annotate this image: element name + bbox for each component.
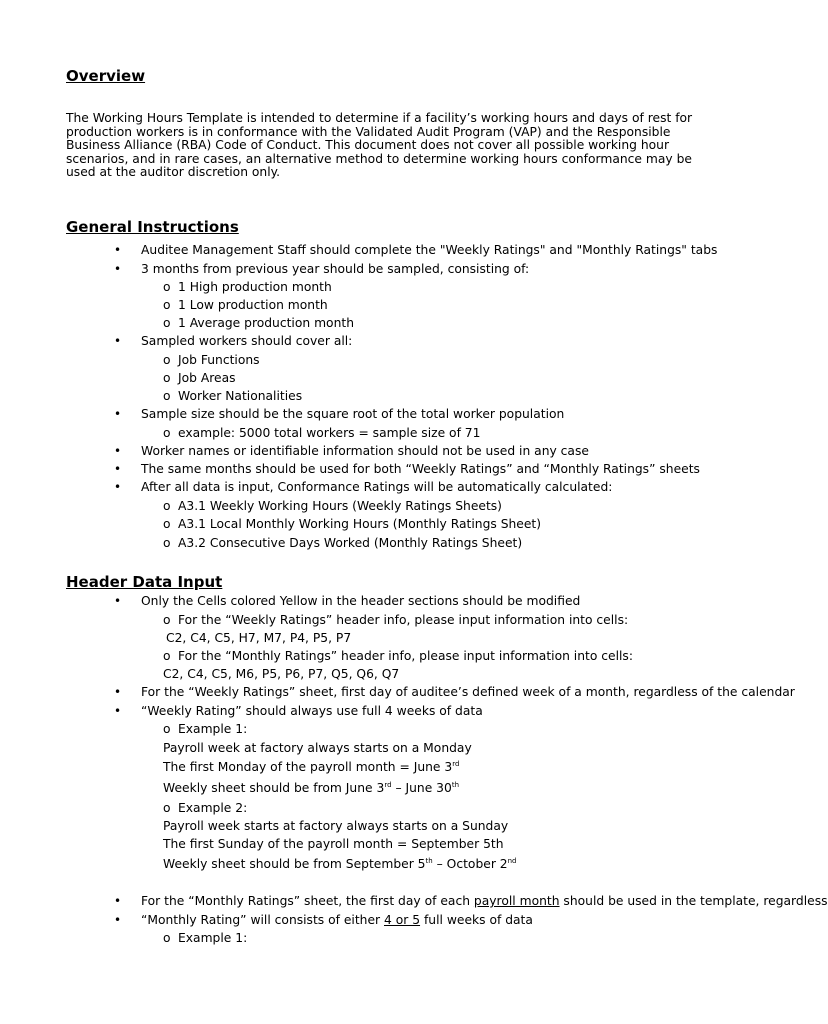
general-instructions-heading: General Instructions <box>66 218 239 236</box>
overview-heading: Overview <box>66 67 146 85</box>
sub-list-item: o Example 1: <box>178 721 247 737</box>
list-item: • After all data is input, Conformance Ratings will be automatically calculated: <box>141 479 612 495</box>
sub-list-item: o Example 2: <box>178 800 247 816</box>
example-line: Payroll week at factory always starts on a Monday <box>163 741 472 755</box>
list-item: • “Weekly Rating” should always use full 4 weeks of data <box>141 703 483 719</box>
sub-list-item: o Worker Nationalities <box>178 388 302 404</box>
list-item: • For the “Weekly Ratings” sheet, first day of auditee’s defined week of a month, regardless of the calendar <box>141 684 721 700</box>
list-item: • Only the Cells colored Yellow in the header sections should be modified <box>141 593 580 609</box>
sub-list-item: o 1 Low production month <box>178 297 328 313</box>
list-item: • Worker names or identifiable information should not be used in any case <box>141 443 589 459</box>
sub-list-item: o A3.1 Weekly Working Hours (Weekly Ratings Sheets) <box>178 498 502 514</box>
example-line: The first Sunday of the payroll month = September 5th <box>163 837 504 851</box>
sub-list-item: o A3.2 Consecutive Days Worked (Monthly Ratings Sheet) <box>178 535 522 551</box>
sub-list-item: o A3.1 Local Monthly Working Hours (Monthly Ratings Sheet) <box>178 516 541 532</box>
list-item: • 3 months from previous year should be sampled, consisting of: <box>141 261 529 277</box>
sub-list-item: o For the “Weekly Ratings” header info, please input information into cells: <box>178 612 628 628</box>
list-item: • For the “Monthly Ratings” sheet, the first day of each payroll month should be used in the template, regardless <box>141 893 721 909</box>
list-item: • Sample size should be the square root of the total worker population <box>141 406 564 422</box>
sub-list-item: o Example 1: <box>178 930 247 946</box>
sub-list-item: o 1 High production month <box>178 279 332 295</box>
sub-list-item: o Job Areas <box>178 370 236 386</box>
example-line: Weekly sheet should be from September 5th – October 2nd <box>163 857 517 871</box>
sub-list-item: o Job Functions <box>178 352 260 368</box>
list-item: • Auditee Management Staff should complete the "Weekly Ratings" and "Monthly Ratings" tabs <box>141 242 717 258</box>
header-data-input-heading: Header Data Input <box>66 573 223 591</box>
example-line: Payroll week starts at factory always starts on a Sunday <box>163 819 509 833</box>
overview-paragraph: The Working Hours Template is intended to determine if a facility’s working hours and days of rest for production workers is in conformance with the Validated Audit Program (VAP) and the Responsible Business Alliance (RBA) Code of Conduct. This document does not cover all possible working hour scenarios, and in rare cases, an alternative method to determine working hours conformance may be used at the auditor discretion only. <box>66 111 693 180</box>
sub-list-item: o 1 Average production month <box>178 315 354 331</box>
list-item: • Sampled workers should cover all: <box>141 333 352 349</box>
sub-list-item: o For the “Monthly Ratings” header info, please input information into cells: <box>178 648 633 664</box>
list-item: • The same months should be used for both “Weekly Ratings” and “Monthly Ratings” sheets <box>141 461 700 477</box>
example-line: Weekly sheet should be from June 3rd – June 30th <box>163 781 460 795</box>
sub-list-item: o example: 5000 total workers = sample size of 71 <box>178 425 480 441</box>
cell-list-weekly: C2, C4, C5, H7, M7, P4, P5, P7 <box>166 631 352 645</box>
cell-list-monthly: C2, C4, C5, M6, P5, P6, P7, Q5, Q6, Q7 <box>163 667 400 681</box>
example-line: The first Monday of the payroll month = June 3rd <box>163 760 460 774</box>
list-item: • “Monthly Rating” will consists of either 4 or 5 full weeks of data <box>141 912 533 928</box>
